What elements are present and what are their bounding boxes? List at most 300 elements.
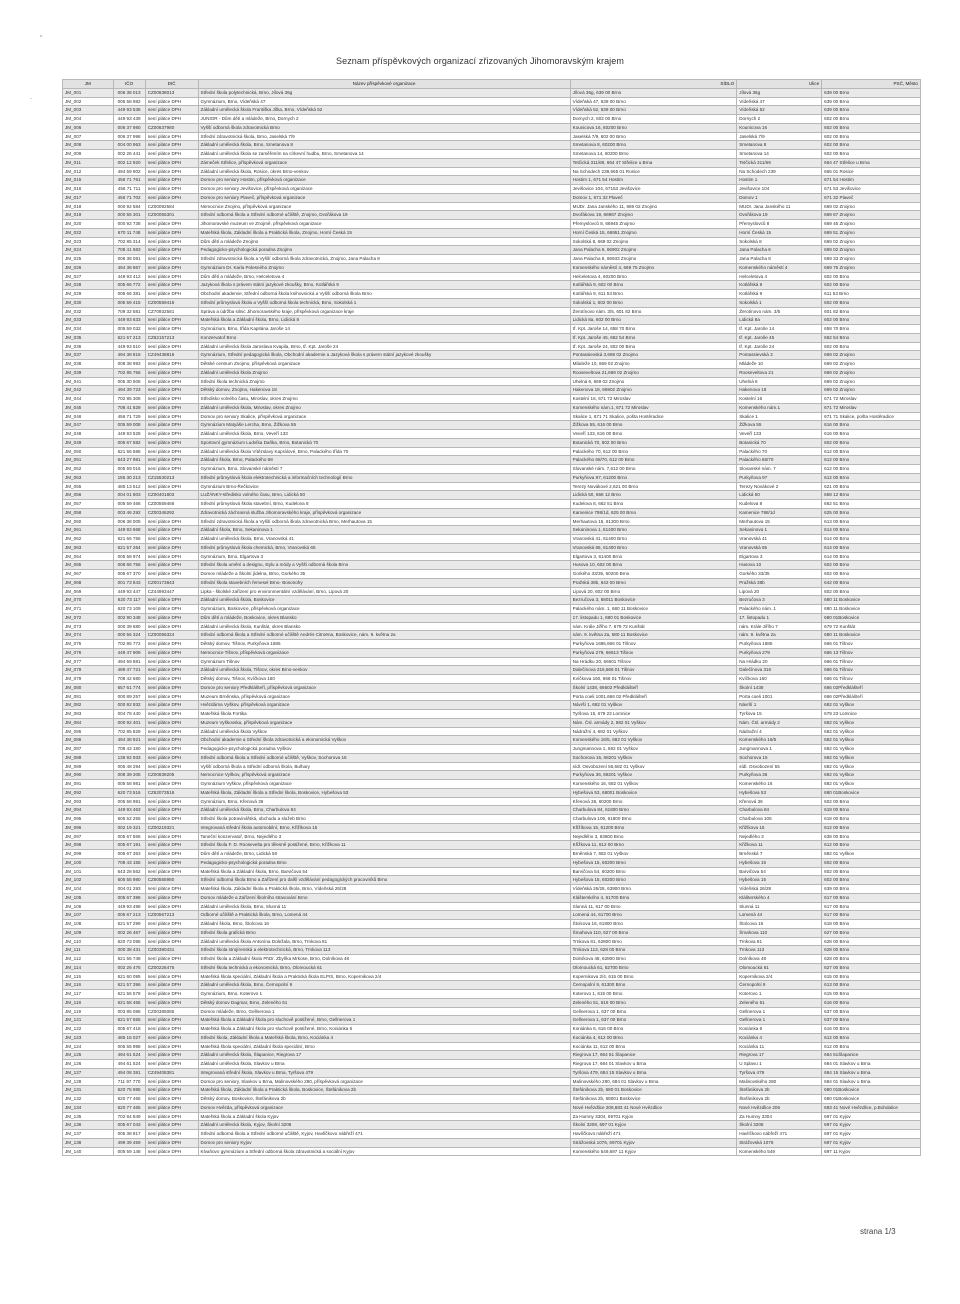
cell-dic: není plátce DPH <box>145 368 198 377</box>
cell-name: Správa a údržba silnic Jihomoravského kraje, příspěvková organizace kraje <box>198 307 570 316</box>
cell-sidlo: Hostim 1, 671 54 Hostim <box>570 176 737 185</box>
cell-ico: 000 39 680 <box>113 622 145 631</box>
cell-ulice: Kudelova 8 <box>737 500 822 509</box>
cell-dic: není plátce DPH <box>145 893 198 902</box>
cell-jm: JM_033 <box>63 316 114 325</box>
cell-sidlo: Tetčická 311/69, 664 47 Střelice u Brna <box>570 158 737 167</box>
cell-jm: JM_075 <box>63 640 114 649</box>
table-row <box>63 307 921 316</box>
table-row <box>63 1007 921 1016</box>
cell-name: Mateřská škola a Základní škola pro sluchově postižené, Brno, Gellnerova 1 <box>198 1016 570 1025</box>
cell-sidlo: Purkyňova 97, 61200 Brno <box>570 473 737 482</box>
cell-jm: JM_094 <box>63 806 114 815</box>
cell-dic: není plátce DPH <box>145 106 198 115</box>
table-row <box>63 508 921 517</box>
table-row <box>63 622 921 631</box>
cell-psc-mesto: 613 00 Brno <box>822 981 921 990</box>
cell-name: Integrovaná střední škola automobilní, Brno, Křižíkova 15 <box>198 823 570 832</box>
cell-sidlo: Palackého 68/70, 612 00 Brno <box>570 456 737 465</box>
table-row <box>63 386 921 395</box>
cell-psc-mesto: 613 00 Brno <box>822 517 921 526</box>
cell-name: Gymnázium, Brno, Vídeňská 47 <box>198 97 570 106</box>
cell-sidlo: Kudelova 8, 662 51 Brno <box>570 500 737 509</box>
table-body <box>63 80 921 1156</box>
cell-dic: CZ00055301 <box>145 211 198 220</box>
cell-name: Dům dětí a mládeže, Brno, Lidická 50 <box>198 850 570 859</box>
cell-name: Střední zdravotnická škola, Brno, Jaselská 7/9 <box>198 132 570 141</box>
cell-sidlo: Tyršova 15, 679 23 Lomnice <box>570 710 737 719</box>
table-row <box>63 1086 921 1095</box>
cell-ico: 005 66 381 <box>113 290 145 299</box>
cell-dic: není plátce DPH <box>145 675 198 684</box>
cell-psc-mesto: 664 47 Střelice u Brna <box>822 158 921 167</box>
cell-jm: JM_119 <box>63 1007 114 1016</box>
table-row <box>63 920 921 929</box>
cell-ico: 005 67 213 <box>113 911 145 920</box>
table-row <box>63 701 921 710</box>
cell-ulice: Lidická 8a <box>737 316 822 325</box>
table-row <box>63 683 921 692</box>
cell-ico: 494 39 723 <box>113 386 145 395</box>
cell-name: Střední škola potravinářská, obchodu a služeb Brno <box>198 815 570 824</box>
cell-ulice: MUDr. Jana Janského 11 <box>737 202 822 211</box>
cell-ulice: Purkyňova 97 <box>737 473 822 482</box>
cell-name: Jazyková škola s právem státní jazykové zkoušky, Brno, Kotlářská 9 <box>198 281 570 290</box>
cell-name: Vyšší odborná škola a Střední odborná škola, Bulhary <box>198 762 570 771</box>
cell-ico: 006 38 005 <box>113 517 145 526</box>
cell-ulice: Domov 1 <box>737 193 822 202</box>
cell-ulice: Botanická 70 <box>737 438 822 447</box>
cell-ulice: Na Hrádku 20 <box>737 657 822 666</box>
cell-psc-mesto: 669 02 Znojmo <box>822 237 921 246</box>
cell-ulice: Vídeňská 26/28 <box>737 885 822 894</box>
cell-ico: 005 67 418 <box>113 1025 145 1034</box>
cell-name: Střední škola strojírenská a elektrotechnická, Brno, Trnkova 113 <box>198 946 570 955</box>
cell-sidlo: Sokolská 8, 669 02 Znojmo <box>570 237 737 246</box>
cell-ulice: Na Schodech 239 <box>737 167 822 176</box>
cell-ico: 005 58 982 <box>113 97 145 106</box>
cell-psc-mesto: 669 51 Znojmo <box>822 228 921 237</box>
cell-jm: JM_020 <box>63 220 114 229</box>
cell-psc-mesto: 669 33 Znojmo <box>822 255 921 264</box>
cell-dic: není plátce DPH <box>145 701 198 710</box>
cell-psc-mesto: 669 02 Znojmo <box>822 368 921 377</box>
cell-jm: JM_115 <box>63 972 114 981</box>
cell-dic: není plátce DPH <box>145 526 198 535</box>
cell-jm: JM_030 <box>63 298 114 307</box>
cell-jm: JM_108 <box>63 920 114 929</box>
cell-ico: 449 93 447 <box>113 587 145 596</box>
cell-jm: JM_023 <box>63 237 114 246</box>
cell-sidlo: nám. 9. května 2a, 680 11 Boskovice <box>570 631 737 640</box>
cell-ulice: Vídeňská 47 <box>737 97 822 106</box>
cell-name: Základní škola, Brno, Štolcova 16 <box>198 920 570 929</box>
cell-psc-mesto: 602 00 Brno <box>822 867 921 876</box>
cell-ico: 005 58 974 <box>113 552 145 561</box>
cell-ulice: Slovanské nám. 7 <box>737 465 822 474</box>
cell-name: Nemocnice Vyškov, příspěvková organizace <box>198 771 570 780</box>
cell-name: Střední škola F. D. Roosevelta pro tělesně postižené, Brno, Křižkova 11 <box>198 841 570 850</box>
cell-dic: není plátce DPH <box>145 622 198 631</box>
cell-dic: není plátce DPH <box>145 981 198 990</box>
cell-name: Mateřská škola a Základní škola, Brno, Lidická 8 <box>198 316 570 325</box>
cell-jm: JM_072 <box>63 613 114 622</box>
cell-dic: není plátce DPH <box>145 465 198 474</box>
cell-ulice: Hybešova 15 <box>737 858 822 867</box>
cell-sidlo: Nové Hvězdlice 206,683 41 Nové Hvězdlice <box>570 1103 737 1112</box>
cell-psc-mesto: 602 00 Brno <box>822 797 921 806</box>
cell-psc-mesto: 618 00 Brno <box>822 806 921 815</box>
cell-ulice: Sokolská 1 <box>737 298 822 307</box>
cell-sidlo: Slunná 11, 617 00 Brno <box>570 902 737 911</box>
table-row <box>63 465 921 474</box>
cell-ulice: Veveří 133 <box>737 430 822 439</box>
cell-ulice: Dolníkova 48 <box>737 955 822 964</box>
cell-psc-mesto: 612 00 Brno <box>822 465 921 474</box>
page-title: Seznam příspěvkových organizací zřizovaných Jihomoravským krajem <box>335 56 624 66</box>
cell-ulice: Hakenova 18 <box>737 386 822 395</box>
cell-dic: není plátce DPH <box>145 762 198 771</box>
cell-sidlo: Komenského náměstí 4, 669 75 Znojmo <box>570 263 737 272</box>
cell-name: Střední odborná škola Brno a Zařízení pro další vzdělávání pedagogických pracovníků Brno <box>198 876 570 885</box>
table-row <box>63 1033 921 1042</box>
table-row <box>63 1060 921 1069</box>
cell-sidlo: Koterovo 1, 615 00 Brno <box>570 990 737 999</box>
cell-dic: CZ00173843 <box>145 578 198 587</box>
table-row <box>63 570 921 579</box>
cell-psc-mesto: 602 00 Brno <box>822 316 921 325</box>
cell-dic: není plátce DPH <box>145 176 198 185</box>
table-row <box>63 596 921 605</box>
cell-jm: JM_071 <box>63 605 114 614</box>
cell-psc-mesto: 682 01 Vyškov <box>822 780 921 789</box>
cell-jm: JM_057 <box>63 500 114 509</box>
cell-ico: 005 59 008 <box>113 421 145 430</box>
cell-psc-mesto: 617 00 Brno <box>822 911 921 920</box>
cell-ico: 005 66 772 <box>113 281 145 290</box>
cell-jm: JM_017 <box>63 193 114 202</box>
cell-name: Základní umělecká škola, Tišnov, okres Brno-venkov <box>198 666 570 675</box>
cell-ulice: Terezy Novákové 2 <box>737 482 822 491</box>
cell-sidlo: Gorkého 33/35, 60200 Brno <box>570 570 737 579</box>
table-row <box>63 185 921 194</box>
cell-jm: JM_061 <box>63 526 114 535</box>
cell-psc-mesto: 612 00 Brno <box>822 473 921 482</box>
cell-psc-mesto: 682 01 Vyškov <box>822 762 921 771</box>
cell-psc-mesto: 628 00 Brno <box>822 955 921 964</box>
cell-sidlo: Horní Česká 15, 66951 Znojmo <box>570 228 737 237</box>
cell-name: Základní umělecká škola, Kyjov, Školní 3208 <box>198 1121 570 1130</box>
cell-jm: JM_136 <box>63 1121 114 1130</box>
cell-jm: JM_003 <box>63 106 114 115</box>
cell-name: Základní umělecká škola Znojmo <box>198 368 570 377</box>
cell-sidlo: tř. Kpt. Jaroše 14, 658 70 Brno <box>570 325 737 334</box>
cell-jm: JM_028 <box>63 281 114 290</box>
cell-name: Taneční konzervatoř, Brno, Nejedlého 3 <box>198 832 570 841</box>
cell-ulice: Sochorova 15 <box>737 753 822 762</box>
cell-dic: není plátce DPH <box>145 403 198 412</box>
cell-ulice: Kvíčkova 160 <box>737 675 822 684</box>
cell-jm: JM_019 <box>63 211 114 220</box>
cell-jm: JM_123 <box>63 1033 114 1042</box>
cell-dic: není plátce DPH <box>145 990 198 999</box>
cell-jm: JM_137 <box>63 1130 114 1139</box>
cell-jm: JM_050 <box>63 447 114 456</box>
cell-dic: není plátce DPH <box>145 648 198 657</box>
cell-dic: není plátce DPH <box>145 228 198 237</box>
table-row <box>63 998 921 1007</box>
cell-psc-mesto: 666 13 Tišnov <box>822 648 921 657</box>
table-row <box>63 237 921 246</box>
table-row <box>63 368 921 377</box>
cell-jm: JM_087 <box>63 745 114 754</box>
table-row <box>63 963 921 972</box>
cell-name: Dětský domov, Tišnov, Kvíčkova 160 <box>198 675 570 684</box>
cell-jm: JM_042 <box>63 386 114 395</box>
table-row <box>63 1025 921 1034</box>
cell-ulice: Kamenice 798/1d <box>737 508 822 517</box>
table-row <box>63 211 921 220</box>
cell-ulice: Helceletova 4 <box>737 272 822 281</box>
cell-sidlo: Dalečínova 316,666 01 Tišnov <box>570 666 737 675</box>
table-row <box>63 1138 921 1147</box>
cell-jm: JM_092 <box>63 788 114 797</box>
cell-sidlo: Purkyňova 36, 68201 Vyškov <box>570 771 737 780</box>
cell-sidlo: Hybešova 15, 60200 Brno <box>570 876 737 885</box>
cell-jm: JM_114 <box>63 963 114 972</box>
cell-jm: JM_015 <box>63 176 114 185</box>
cell-sidlo: Kopernikova 2/4, 615 00 Brno <box>570 972 737 981</box>
cell-psc-mesto: 621 00 Brno <box>822 482 921 491</box>
cell-name: Gymnázium Tišnov <box>198 657 570 666</box>
cell-sidlo: Na Hrádku 20, 66601 Tišnov <box>570 657 737 666</box>
cell-ulice: Černopolní 9 <box>737 981 822 990</box>
cell-psc-mesto: 697 01 Kyjov <box>822 1138 921 1147</box>
cell-psc-mesto: 616 00 Brno <box>822 1025 921 1034</box>
cell-sidlo: Kamenice 798/1d, 625 00 Brno <box>570 508 737 517</box>
cell-sidlo: Šmahova 110, 627 00 Brno <box>570 928 737 937</box>
cell-ulice: Lomená 44 <box>737 911 822 920</box>
cell-psc-mesto: 617 00 Brno <box>822 893 921 902</box>
cell-dic: CZ00559466 <box>145 500 198 509</box>
table-row <box>63 132 921 141</box>
table-row <box>63 753 921 762</box>
table-row <box>63 377 921 386</box>
cell-name: Domov pro seniory, Slavkov u Brna, Malinovského 280, příspěvková organizace <box>198 1077 570 1086</box>
cell-psc-mesto: 680 01Boskovice <box>822 613 921 622</box>
cell-ico: 008 39 205 <box>113 771 145 780</box>
cell-sidlo: Jungmannova 1, 682 01 Vyškov <box>570 745 737 754</box>
cell-psc-mesto: 664 51Šlapanice <box>822 1051 921 1060</box>
table-row <box>63 1051 921 1060</box>
cell-ico: 643 28 562 <box>113 867 145 876</box>
cell-name: Pedagogicko-psychologická poradna Vyškov <box>198 745 570 754</box>
cell-dic: není plátce DPH <box>145 377 198 386</box>
table-row <box>63 946 921 955</box>
cell-name: Obchodní akademie a Střední škola zdravotnická a ekonomická Vyškov <box>198 736 570 745</box>
table-row <box>63 150 921 159</box>
cell-psc-mesto: 669 02 Znojmo <box>822 377 921 386</box>
table-row <box>63 587 921 596</box>
cell-ico: 702 85 772 <box>113 640 145 649</box>
cell-name: Gymnázium, Brno, Elgartova 3 <box>198 552 570 561</box>
cell-jm: JM_135 <box>63 1112 114 1121</box>
table-row <box>63 447 921 456</box>
cell-ulice: Smetanova 8 <box>737 141 822 150</box>
cell-dic: není plátce DPH <box>145 263 198 272</box>
cell-psc-mesto: 669 02 Znojmo <box>822 351 921 360</box>
cell-jm: JM_112 <box>63 955 114 964</box>
table-row <box>63 290 921 299</box>
cell-name: Dětský domov Dagmar, Brno, Zeleného 51 <box>198 998 570 1007</box>
table-row <box>63 360 921 369</box>
cell-name: Základní umělecká škola, Šlapanice, Riegrova 17 <box>198 1051 570 1060</box>
cell-jm: JM_012 <box>63 167 114 176</box>
cell-jm: JM_027 <box>63 272 114 281</box>
cell-ulice: Havlíčkovo nábřeží 471 <box>737 1130 822 1139</box>
cell-ico: 456 71 711 <box>113 185 145 194</box>
cell-name: Domov pro seniory Jevišovice, příspěvková organizace <box>198 185 570 194</box>
cell-psc-mesto: 682 01 Vyškov <box>822 718 921 727</box>
cell-ico: 621 56 578 <box>113 990 145 999</box>
cell-sidlo: Žerotínovo nám. 3/5, 601 82 Brno <box>570 307 737 316</box>
cell-psc-mesto: 669 02 Znojmo <box>822 246 921 255</box>
cell-dic: CZ62157213 <box>145 333 198 342</box>
cell-ulice: tř. Kpt. Jaroše 45 <box>737 333 822 342</box>
cell-name: Zdravotnická záchranná služba Jihomoravského kraje, příspěvková organizace <box>198 508 570 517</box>
header-dic: DIČ <box>145 80 198 89</box>
table-row <box>63 202 921 211</box>
table-row <box>63 552 921 561</box>
cell-jm: JM_063 <box>63 543 114 552</box>
cell-ico: 449 93 463 <box>113 806 145 815</box>
cell-psc-mesto: 639 00 Brno <box>822 885 921 894</box>
cell-psc-mesto: 666 02Předklášteří <box>822 683 921 692</box>
table-row <box>63 1095 921 1104</box>
cell-psc-mesto: 680 01Boskovice <box>822 1095 921 1104</box>
cell-ulice: Palackého 70 <box>737 447 822 456</box>
cell-name: Základní umělecká škola, Brno, Charbulova 84 <box>198 806 570 815</box>
cell-ulice: Sokolská 8 <box>737 237 822 246</box>
cell-psc-mesto: 601 82 Brno <box>822 307 921 316</box>
cell-jm: JM_124 <box>63 1042 114 1051</box>
cell-jm: JM_052 <box>63 465 114 474</box>
cell-jm: JM_037 <box>63 351 114 360</box>
cell-jm: JM_082 <box>63 701 114 710</box>
cell-name: Střední škola technická Znojmo <box>198 377 570 386</box>
cell-ulice: Vranovská 41 <box>737 535 822 544</box>
cell-psc-mesto: 602 00 Brno <box>822 858 921 867</box>
cell-name: Dětský domov, Tišnov, Purkyňova 1685 <box>198 640 570 649</box>
cell-psc-mesto: 602 00 Brno <box>822 150 921 159</box>
table-row <box>63 1042 921 1051</box>
table-row <box>63 342 921 351</box>
cell-sidlo: Jílová 36g, 639 00 Brno <box>570 88 737 97</box>
cell-ico: 449 93 536 <box>113 106 145 115</box>
table-row <box>63 981 921 990</box>
cell-dic: není plátce DPH <box>145 386 198 395</box>
cell-ico: 621 57 655 <box>113 1016 145 1025</box>
cell-sidlo: Malinovského 280, 684 01 Slavkov u Brna <box>570 1077 737 1086</box>
cell-jm: JM_068 <box>63 578 114 587</box>
cell-ico: 001 73 843 <box>113 578 145 587</box>
cell-dic: není plátce DPH <box>145 815 198 824</box>
scan-speck <box>40 35 42 37</box>
cell-sidlo: Lipová 20, 602 00 Brno <box>570 587 737 596</box>
cell-sidlo: Nám. Čsl. armády 2, 682 01 Vyškov <box>570 718 737 727</box>
cell-sidlo: Jana Palacha 8, 66933 Znojmo <box>570 255 737 264</box>
cell-sidlo: Charbulova 106, 61800 Brno <box>570 815 737 824</box>
cell-dic: není plátce DPH <box>145 858 198 867</box>
cell-ulice: Olomoucká 61 <box>737 963 822 972</box>
cell-ico: 621 56 748 <box>113 955 145 964</box>
cell-sidlo: Dolníkova 48, 62800 Brno <box>570 955 737 964</box>
cell-name: Základní umělecká škola Františka Jílka, Brno, Vídeňská 52 <box>198 106 570 115</box>
cell-ulice: Jevišovice 104 <box>737 185 822 194</box>
cell-ico: 620 73 109 <box>113 605 145 614</box>
cell-sidlo: Hakenova 18, 66902 Znojmo <box>570 386 737 395</box>
cell-dic: CZ15530213 <box>145 473 198 482</box>
cell-psc-mesto: 602 00 Brno <box>822 298 921 307</box>
cell-sidlo: Za Humny 3304, 69701 Kyjov <box>570 1112 737 1121</box>
cell-jm: JM_106 <box>63 902 114 911</box>
table-row <box>63 517 921 526</box>
cell-ico: 004 01 803 <box>113 491 145 500</box>
cell-name: Mateřská škola a Základní škola pro sluchově postižené, Brno, Koniánka 6 <box>198 1025 570 1034</box>
cell-name: Střední škola grafická Brno <box>198 928 570 937</box>
cell-jm: JM_079 <box>63 675 114 684</box>
cell-jm: JM_090 <box>63 771 114 780</box>
cell-name: Mateřská škola, Základní škola a Praktická škola, Boskovice, Štefánikova 2b <box>198 1086 570 1095</box>
cell-sidlo: Smetanova 14, 60200 Brno <box>570 150 737 159</box>
cell-jm: JM_117 <box>63 990 114 999</box>
cell-sidlo: Rooseveltova 21,669 02 Znojmo <box>570 368 737 377</box>
cell-jm: JM_132 <box>63 1095 114 1104</box>
cell-dic: není plátce DPH <box>145 806 198 815</box>
table-row <box>63 710 921 719</box>
cell-dic: není plátce DPH <box>145 605 198 614</box>
cell-dic: není plátce DPH <box>145 281 198 290</box>
cell-dic: není plátce DPH <box>145 150 198 159</box>
cell-jm: JM_111 <box>63 946 114 955</box>
cell-ulice: Jungmannova 1 <box>737 745 822 754</box>
cell-name: Střední škola polytechnická, Brno, Jílová 36g <box>198 88 570 97</box>
cell-ulice: Hostim 1 <box>737 176 822 185</box>
cell-jm: JM_062 <box>63 535 114 544</box>
cell-ico: 136 92 933 <box>113 753 145 762</box>
header-sidlo: SÍDLO <box>570 80 737 89</box>
cell-psc-mesto: 671 54 Hostim <box>822 176 921 185</box>
cell-ico: 621 57 396 <box>113 981 145 990</box>
table-row <box>63 351 921 360</box>
cell-dic: není plátce DPH <box>145 193 198 202</box>
table-row <box>63 1147 921 1156</box>
cell-ulice: Přemyslovců 8 <box>737 220 822 229</box>
cell-dic: není plátce DPH <box>145 237 198 246</box>
cell-ico: 621 57 299 <box>113 920 145 929</box>
cell-jm: JM_047 <box>63 421 114 430</box>
cell-sidlo: Sochorova 15, 68201 Vyškov <box>570 753 737 762</box>
cell-jm: JM_097 <box>63 832 114 841</box>
cell-name: Lipka - školské zařízení pro environmentální vzdělávání, Brno, Lipová 20 <box>198 587 570 596</box>
cell-dic: není plátce DPH <box>145 727 198 736</box>
cell-sidlo: Bezručova 3, 68011 Boskovice <box>570 596 737 605</box>
cell-psc-mesto: 697 01 Kyjov <box>822 1112 921 1121</box>
cell-psc-mesto: 666 01 Tišnov <box>822 657 921 666</box>
cell-ico: 702 84 849 <box>113 1112 145 1121</box>
cell-psc-mesto: 616 00 Brno <box>822 998 921 1007</box>
cell-sidlo: Domov 1, 671 32 Plaveč <box>570 193 737 202</box>
